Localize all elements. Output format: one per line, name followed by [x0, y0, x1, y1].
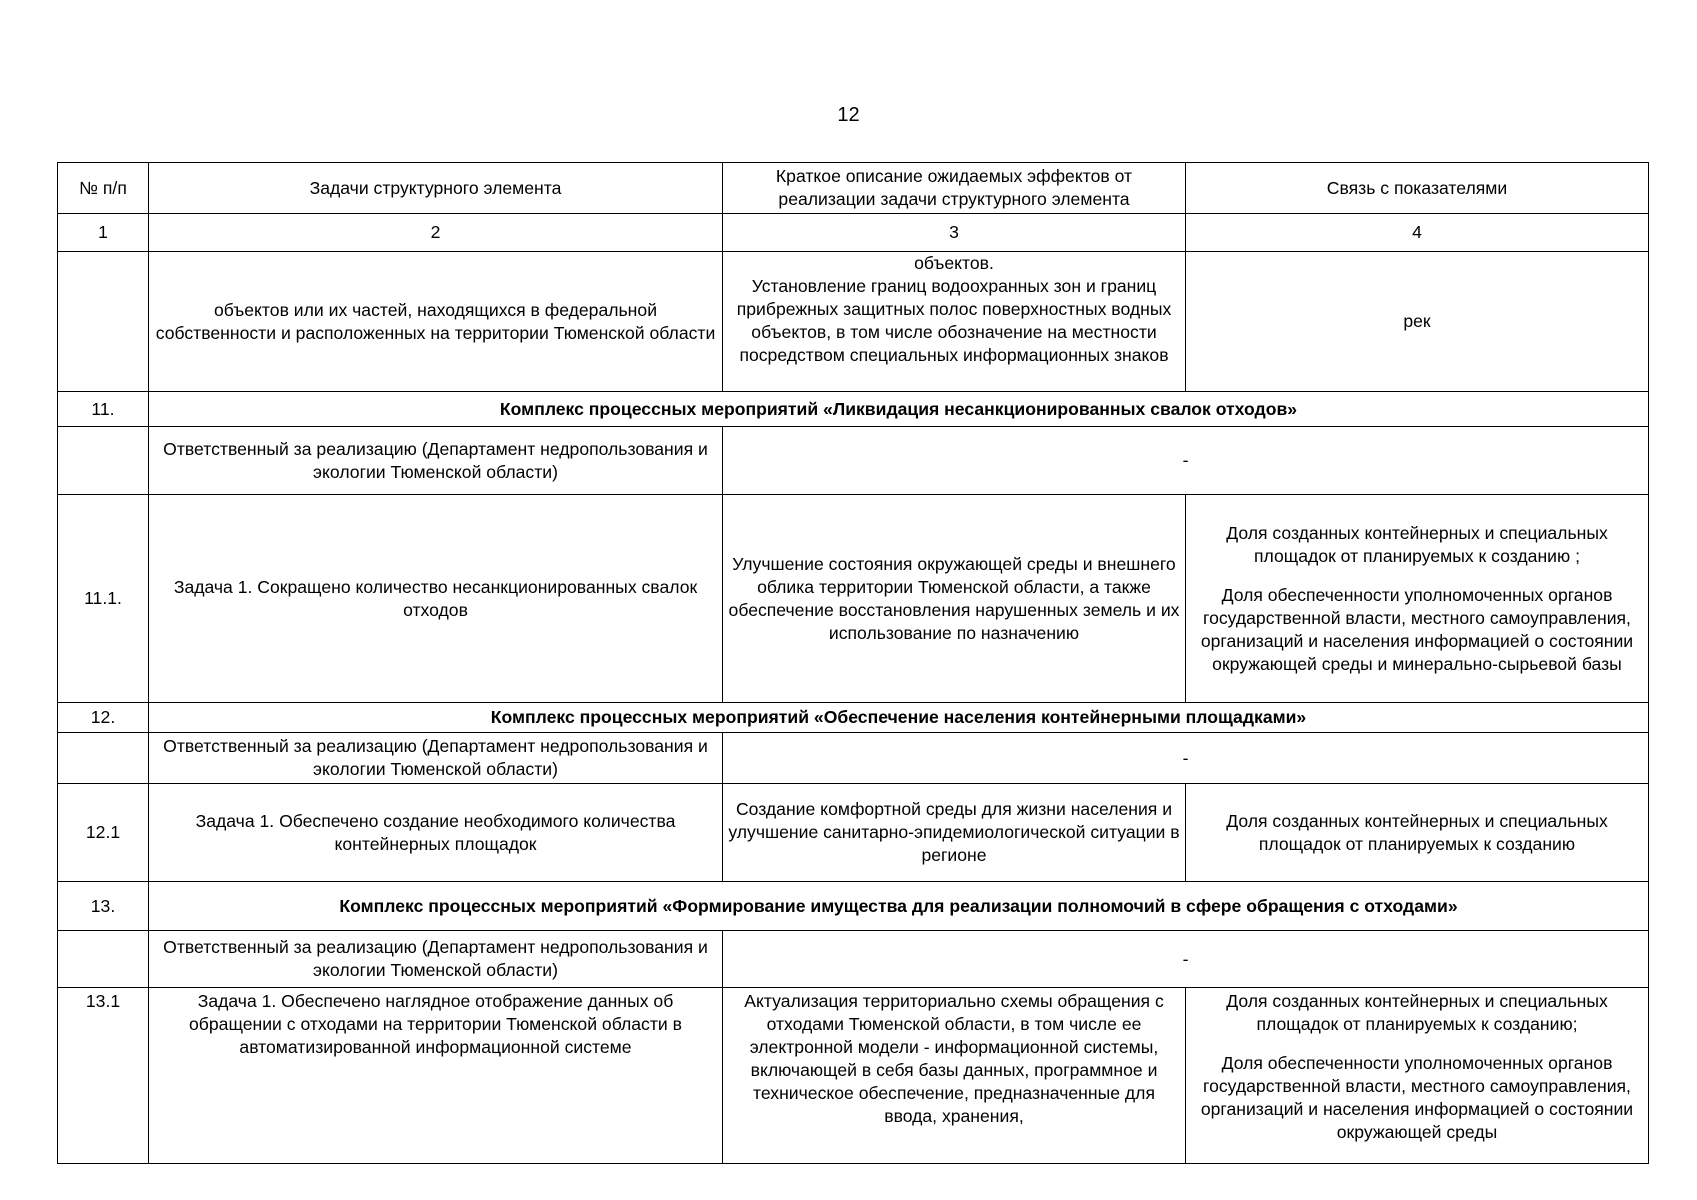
row-number: [58, 931, 149, 988]
column-number: 3: [723, 214, 1186, 252]
section-number: 13.: [58, 882, 149, 931]
responsible-value: -: [723, 427, 1649, 495]
section-title: Комплекс процессных мероприятий «Ликвидация несанкционированных свалок отходов»: [149, 392, 1649, 427]
section-row: [58, 392, 1649, 427]
indicator-cell: [1186, 988, 1649, 1164]
section-row: [58, 882, 1649, 931]
effect-cell: Актуализация территориально схемы обращения с отходами Тюменской области, в том числе ее электронной модели - информационной системы, включающей в себя базы данных, программное и техническое обеспечение, предназначенные для ввода, хранения,: [723, 988, 1186, 1164]
row-number: [58, 252, 149, 392]
responsible-value: -: [723, 931, 1649, 988]
task-row: [58, 988, 1649, 1164]
effect-cell: Улучшение состояния окружающей среды и внешнего облика территории Тюменской области, а также обеспечение восстановления нарушенных земель и их использование по назначению: [723, 495, 1186, 703]
header-effect: Краткое описание ожидаемых эффектов от реализации задачи структурного элемента: [723, 163, 1186, 214]
indicator-text: Доля обеспеченности уполномоченных органов государственной власти, местного самоуправления, организаций и населения информацией о состоянии окружающей среды и минерально-сырьевой базы: [1200, 584, 1634, 674]
indicator-cell: [1186, 495, 1649, 703]
row-number: [58, 427, 149, 495]
indicator-cell: [1186, 784, 1649, 882]
header-number: № п/п: [58, 163, 149, 214]
effect-cell: объектов. Установление границ водоохранных зон и границ прибрежных защитных полос поверхностных водных объектов, в том числе обозначение на местности посредством специальных информационных знаков: [723, 252, 1186, 392]
indicator-text: Доля созданных контейнерных и специальных площадок от планируемых к созданию;: [1226, 991, 1608, 1034]
responsible-label: Ответственный за реализацию (Департамент недропользования и экологии Тюменской области): [149, 931, 723, 988]
responsible-value: -: [723, 733, 1649, 784]
responsible-label: Ответственный за реализацию (Департамент недропользования и экологии Тюменской области): [149, 733, 723, 784]
table-row: [58, 252, 1649, 392]
responsible-row: [58, 427, 1649, 495]
section-row: [58, 703, 1649, 733]
header-indicator: Связь с показателями: [1186, 163, 1649, 214]
responsible-row: [58, 931, 1649, 988]
table-header-row: [58, 163, 1649, 214]
indicator-text: Доля созданных контейнерных и специальных площадок от планируемых к созданию: [1226, 810, 1608, 854]
section-number: 12.: [58, 703, 149, 733]
task-row: [58, 784, 1649, 882]
column-number: 1: [58, 214, 149, 252]
header-task: Задачи структурного элемента: [149, 163, 723, 214]
section-number: 11.: [58, 392, 149, 427]
responsible-label: Ответственный за реализацию (Департамент недропользования и экологии Тюменской области): [149, 427, 723, 495]
indicator-text: Доля созданных контейнерных и специальных площадок от планируемых к созданию ;: [1226, 522, 1608, 566]
indicator-cell: рек: [1186, 252, 1649, 392]
indicator-text: Доля обеспеченности уполномоченных органов государственной власти, местного самоуправления, организаций и населения информацией о состоянии окружающей среды: [1200, 1053, 1634, 1142]
task-number: 13.1: [58, 988, 149, 1164]
task-cell: Задача 1. Обеспечено создание необходимого количества контейнерных площадок: [149, 784, 723, 882]
column-number-row: [58, 214, 1649, 252]
page-number: 12: [837, 104, 860, 126]
task-cell: Задача 1. Обеспечено наглядное отображение данных об обращении с отходами на территории Тюменской области в автоматизированной информационной системе: [149, 988, 723, 1164]
task-cell: Задача 1. Сокращено количество несанкционированных свалок отходов: [149, 495, 723, 703]
column-number: 4: [1186, 214, 1649, 252]
indicators-table: [57, 162, 1649, 1164]
task-number: 11.1.: [58, 495, 149, 703]
row-number: [58, 733, 149, 784]
task-row: [58, 495, 1649, 703]
task-number: 12.1: [58, 784, 149, 882]
responsible-row: [58, 733, 1649, 784]
section-title: Комплекс процессных мероприятий «Формирование имущества для реализации полномочий в сфере обращения с отходами»: [149, 882, 1649, 931]
section-title: Комплекс процессных мероприятий «Обеспечение населения контейнерными площадками»: [149, 703, 1649, 733]
task-cell: объектов или их частей, находящихся в федеральной собственности и расположенных на территории Тюменской области: [149, 252, 723, 392]
column-number: 2: [149, 214, 723, 252]
effect-cell: Создание комфортной среды для жизни населения и улучшение санитарно-эпидемиологической ситуации в регионе: [723, 784, 1186, 882]
